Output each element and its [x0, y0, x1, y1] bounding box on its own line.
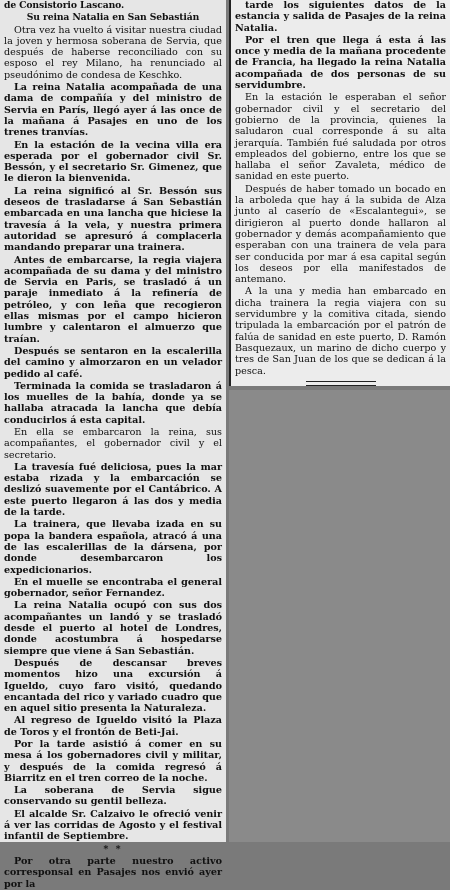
- paragraph: A la una y media han embarcado en dicha trainera la regia viajera con su servidumbre y la comitiva citada, siendo tripulada la embarcación por el patrón de falúa de sanidad en este puerto, D. Ramón Basquezaux, un marino de dicho cuerpo y tres de San Juan de los que se dedican á la pesca.: [235, 286, 446, 377]
- paragraph: Después de haber tomado un bocado en la arboleda que hay á la subida de Alza junto al caserío de «Escalantegui», se dirigieron al puerto donde hallaron al gobernador y demás acompañamiento que esperaban con una trainera de vela para ser conducida por mar á esa capital según los deseos por ella manifestados de antemano.: [235, 183, 446, 286]
- section-separator: * *: [103, 843, 123, 855]
- paragraph: La reina Natalia ocupó con sus dos acompañantes un landó y se trasladó desde el puerto al hotel de Londres, donde acostumbra á hospedarse siempre que viene á San Sebastián.: [4, 600, 222, 657]
- paragraph: Terminada la comida se trasladaron á los muelles de la bahía, donde ya se hallaba atracada la lancha que debía conducirlos á esta capital.: [4, 380, 222, 426]
- paragraph: En ella se embarcaron la reina, sus acompañantes, el gobernador civil y el secretario.: [4, 426, 222, 461]
- paragraph: La reina Natalia acompañada de una dama de compañía y del ministro de Servia en París, llegó ayer á las once de la mañana á Pasajes en uno de los trenes tranvías.: [4, 82, 222, 139]
- paragraph: La travesía fué deliciosa, pues la mar estaba rizada y la embarcación se deslizó suavemente por el Cantábrico. A este puerto llegaron á las dos y media de la tarde.: [4, 461, 222, 519]
- paragraph: En la estación le esperaban el señor gobernador civil y el secretario del gobierno de la provincia, quienes la saludaron cual corresponde á su alta jerarquía. También fué saludada por otros empleados del gobierno, entre los que se hallaba el señor Zavaleta, médico de sanidad en este puerto.: [235, 92, 446, 183]
- paragraph: Otra vez ha vuelto á visitar nuestra ciudad la joven y hermosa soberana de Servia, que después de haberse reconciliado con su esposo el rey Milano, ha renunciado al pseudónimo de condesa de Keschko.: [4, 24, 222, 81]
- blank-gray-area: [229, 390, 450, 842]
- paragraph: Al regreso de Igueldo visitó la Plaza de Toros y el frontón de Beti-Jai.: [4, 715, 222, 738]
- ornamental-rule: [306, 381, 376, 386]
- paragraph: Por el tren que llega á esta á las once y media de la mañana procedente de Francia, ha llegado la reina Natalia acompañada de dos personas de su servidumbre.: [235, 34, 446, 92]
- top-caption: de Consistorio Lascano.: [4, 0, 125, 11]
- paragraph: La trainera, que llevaba izada en su popa la bandera española, atracó á una de las escalerillas de la dársena, por donde desembarcaron los expedicionarios.: [4, 519, 222, 576]
- paragraph: En el muelle se encontraba el general gobernador, señor Fernandez.: [4, 576, 222, 600]
- left-paragraphs: [4, 25, 222, 843]
- paragraph: tarde los siguientes datos de la estancia y salida de Pasajes de la reina Natalia.: [235, 0, 446, 34]
- paragraph: El alcalde Sr. Calzaivo le ofreció venir á ver las corridas de Agosto y el festival infantil de Septiembre.: [4, 808, 222, 843]
- last-paragraph: Por otra parte nuestro activo corresponsal en Pasajes nos envió ayer por la: [4, 855, 222, 890]
- paragraph: En la estación de la vecina villa era esperada por el gobernador civil Sr. Bessón, y el secretario Sr. Gimenez, que le dieron la bienvenida.: [4, 139, 222, 185]
- paragraph: La reina significó al Sr. Bessón sus deseos de trasladarse á San Sebastián embarcada en una lancha que hiciese la travesía á la vela, y nuestra primera autoridad se apresuró á complacerla mandando preparar una trainera.: [4, 185, 222, 254]
- article-heading: Su reina Natalia en San Sebastián: [26, 12, 200, 24]
- paragraph: Antes de embarcarse, la regia viajera acompañada de su dama y del ministro de Servia en Paris, se trasladó á un paraje inmediato á la refinería de petróleo, y con leña que recogieron ellas mismas por el campo hicieron lumbre y calentaron el almuerzo que traían.: [4, 254, 222, 345]
- paragraph: Por la tarde asistió á comer en su mesa á los gobernadores civil y militar, y después de la comida regresó á Biarritz en el tren correo de la noche.: [4, 739, 222, 784]
- paragraph: La soberana de Servia sigue conservando su gentil belleza.: [4, 785, 222, 808]
- right-column: [229, 0, 450, 386]
- paragraph: Después se sentaron en la escalerilla del camino y almorzaron en un velador pedido al café.: [4, 345, 222, 380]
- right-paragraphs: [235, 0, 446, 377]
- paragraph: Después de descansar breves momentos hizo una excursión á Igueldo, cuyo faro visitó, quedando encantada del rico y variado cuadro que en aquel sitio presenta la Naturaleza.: [4, 657, 222, 715]
